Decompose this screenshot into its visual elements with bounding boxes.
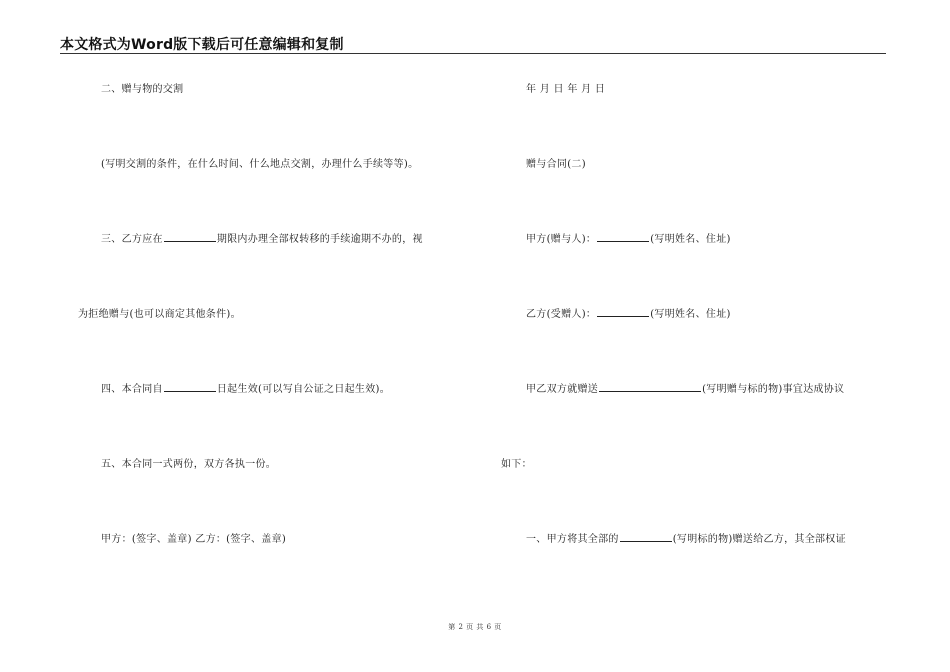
clause-3-text-end: 期限内办理全部权转移的手续逾期不办的，视 xyxy=(216,234,423,245)
fill-in-blank xyxy=(620,532,672,542)
party-a-note: (写明姓名、住址) xyxy=(650,234,731,245)
party-a-label: 甲方(赠与人)： xyxy=(526,234,597,245)
party-a-line xyxy=(526,230,731,245)
party-b-line xyxy=(526,305,731,320)
fill-in-blank xyxy=(597,307,649,317)
fill-in-blank xyxy=(599,382,701,392)
agreement-line xyxy=(526,380,844,395)
date-line: 年 月 日 年 月 日 xyxy=(526,84,606,95)
agreement-text-end: (写明赠与标的物)事宜达成协议 xyxy=(702,384,845,395)
article-1-line xyxy=(526,530,846,545)
clause-5-line: 五、本合同一式两份，双方各执一份。 xyxy=(101,459,277,470)
contract-subtitle: 赠与合同(二) xyxy=(526,159,586,170)
article-1-text-start: 一、甲方将其全部的 xyxy=(526,534,619,545)
clause-2-title: 二、赠与物的交割 xyxy=(101,84,184,95)
fill-in-blank xyxy=(164,382,216,392)
article-1-text-end: (写明标的物)赠送给乙方，其全部权证 xyxy=(672,534,846,545)
agreement-continuation: 如下： xyxy=(501,459,532,470)
party-b-note: (写明姓名、住址) xyxy=(650,309,731,320)
clause-3-text-start: 三、乙方应在 xyxy=(101,234,163,245)
clause-4-line xyxy=(101,380,390,395)
header-divider xyxy=(60,53,886,54)
document-header-title: 本文格式为Word版下载后可任意编辑和复制 xyxy=(60,37,344,53)
page-number-footer: 第 2 页 共 6 页 xyxy=(448,623,502,631)
clause-4-text-start: 四、本合同自 xyxy=(101,384,163,395)
clause-4-text-end: 日起生效(可以写自公证之日起生效)。 xyxy=(216,384,391,395)
clause-3-line xyxy=(101,230,423,245)
clause-2-note: (写明交割的条件，在什么时间、什么地点交割，办理什么手续等等)。 xyxy=(101,159,419,170)
party-b-label: 乙方(受赠人)： xyxy=(526,309,597,320)
agreement-text-start: 甲乙双方就赠送 xyxy=(526,384,599,395)
clause-3-continuation: 为拒绝赠与(也可以商定其他条件)。 xyxy=(78,309,241,320)
signature-line: 甲方：(签字、盖章) 乙方：(签字、盖章) xyxy=(101,534,287,545)
fill-in-blank xyxy=(597,232,649,242)
fill-in-blank xyxy=(164,232,216,242)
